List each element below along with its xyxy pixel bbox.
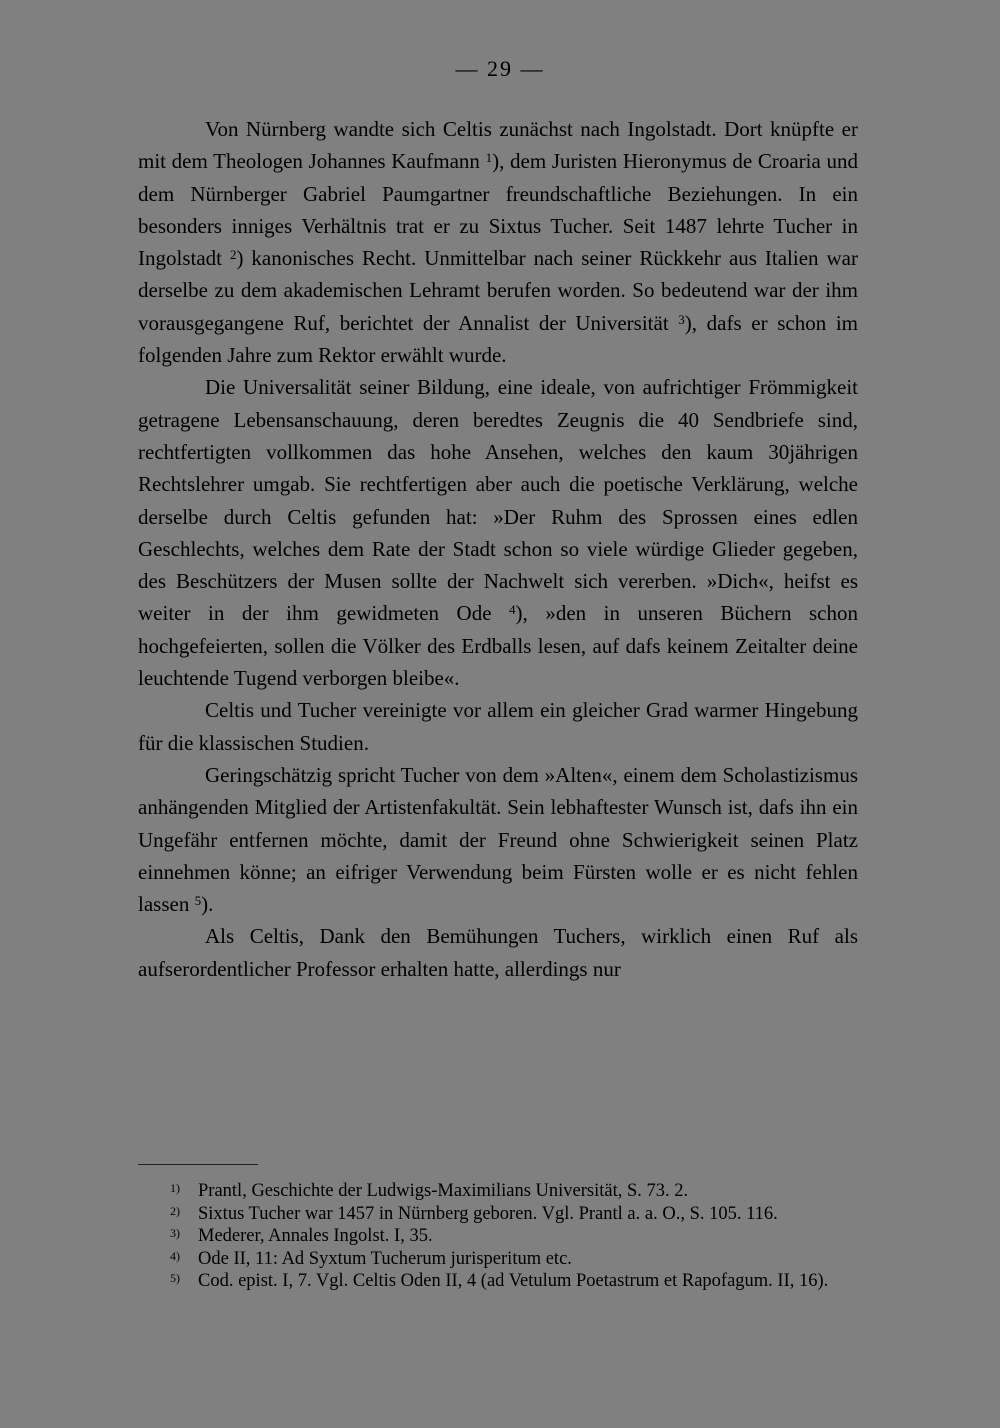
paragraph-text: ), dafs er schon im folgenden Jahre zum Rektor erwählt wurde. [138, 310, 858, 368]
footnote-ref-4: 4 [509, 602, 516, 618]
footnote-divider [138, 1164, 258, 1165]
paragraph-text: Von Nürnberg wandte sich Celtis zunächst nach Ingolstadt. Dort knüpfte er mit dem Theologen Johannes Kaufmann [138, 117, 858, 174]
footnote-2 [170, 1203, 860, 1226]
footnote-marker: 1) [170, 1181, 180, 1195]
footnote-marker: 2) [170, 1203, 180, 1218]
paragraph-4 [138, 759, 858, 920]
paragraph-1 [138, 113, 858, 371]
footnote-ref-2: 2 [229, 247, 237, 263]
paragraph-text: ), dem Juristen Hieronymus de Croaria und dem Nürnberger Gabriel Paumgartner freundschaftliche Beziehungen. In ein besonders inniges Verhältnis trat er zu Sixtus Tucher. Seit 1487 lehrte Tucher in Ingolstadt [138, 149, 858, 271]
paragraph-text: ) kanonisches Recht. Unmittelbar nach seiner Rückkehr aus Italien war derselbe zu dem akademischen Lehramt berufen worden. So bedeutend war der ihm vorausgegangene Ruf, berichtet der Annalist der Universität [138, 246, 858, 335]
footnote-4 [170, 1248, 860, 1271]
footnotes [170, 1180, 860, 1293]
footnote-text: Sixtus Tucher war 1457 in Nürnberg geboren. Vgl. Prantl a. a. O., S. 105. 116. [198, 1203, 778, 1224]
footnote-ref-5: 5 [194, 893, 202, 909]
paragraph-text: ). [201, 892, 214, 917]
main-text [138, 113, 858, 985]
page-number: — 29 — [455, 56, 545, 81]
footnote-ref-1: 1 [485, 150, 493, 166]
footnote-1 [170, 1180, 860, 1203]
footnote-5 [170, 1270, 860, 1293]
footnote-3 [170, 1225, 860, 1248]
footnote-text: Prantl, Geschichte der Ludwigs-Maximilians Universität, S. 73. 2. [198, 1181, 689, 1201]
paragraph-5: Als Celtis, Dank den Bemühungen Tuchers, wirklich einen Ruf als aufserordentlicher Professor erhalten hatte, allerdings nur [138, 924, 858, 981]
paragraph-text: Geringschätzig spricht Tucher von dem »Alten«, einem dem Scholastizismus anhängenden Mitglied der Artistenfakultät. Sein lebhaftester Wunsch ist, dafs ihn ein Ungefähr entfernen möchte, damit der Freund ohne Schwierigkeit seinen Platz einnehmen könne; an eifriger Verwendung beim Fürsten wolle er es nicht fehlen lassen [138, 762, 858, 917]
footnote-text: Ode II, 11: Ad Syxtum Tucherum jurisperitum etc. [198, 1248, 572, 1269]
paragraph-text: ), »den in unseren Büchern schon hochgefeierten, sollen die Völker des Erdballs lesen, auf dafs keinem Zeitalter deine leuchtende Tugend verborgen bleibe«. [138, 601, 859, 691]
paragraph-2 [138, 371, 858, 694]
footnote-marker: 4) [170, 1248, 180, 1263]
footnote-marker: 3) [170, 1226, 180, 1240]
footnote-text: Cod. epist. I, 7. Vgl. Celtis Oden II, 4 (ad Vetulum Poetastrum et Rapofagum. II, 16). [198, 1271, 829, 1291]
paragraph-3: Celtis und Tucher vereinigte vor allem ein gleicher Grad warmer Hingebung für die klassischen Studien. [138, 698, 858, 755]
footnote-ref-3: 3 [678, 311, 685, 327]
paragraph-text: Die Universalität seiner Bildung, eine ideale, von aufrichtiger Frömmigkeit getragene Lebensanschauung, deren beredtes Zeugnis die 40 Sendbriefe sind, rechtfertigten vollkommen das hohe Ansehen, welches den kaum 30jährigen Rechtslehrer umgab. Sie rechtfertigen aber auch die poetische Verklärung, welche derselbe durch Celtis gefunden hat: »Der Ruhm des Sprossen eines edlen Geschlechts, welches dem Rate der Stadt schon so viele würdige Glieder gegeben, des Beschützers der Musen sollte der Nachwelt sich vererben. »Dich«, heifst es weiter in der ihm gewidmeten Ode [138, 375, 858, 626]
footnote-text: Mederer, Annales Ingolst. I, 35. [198, 1226, 433, 1246]
footnote-marker: 5) [170, 1271, 180, 1285]
